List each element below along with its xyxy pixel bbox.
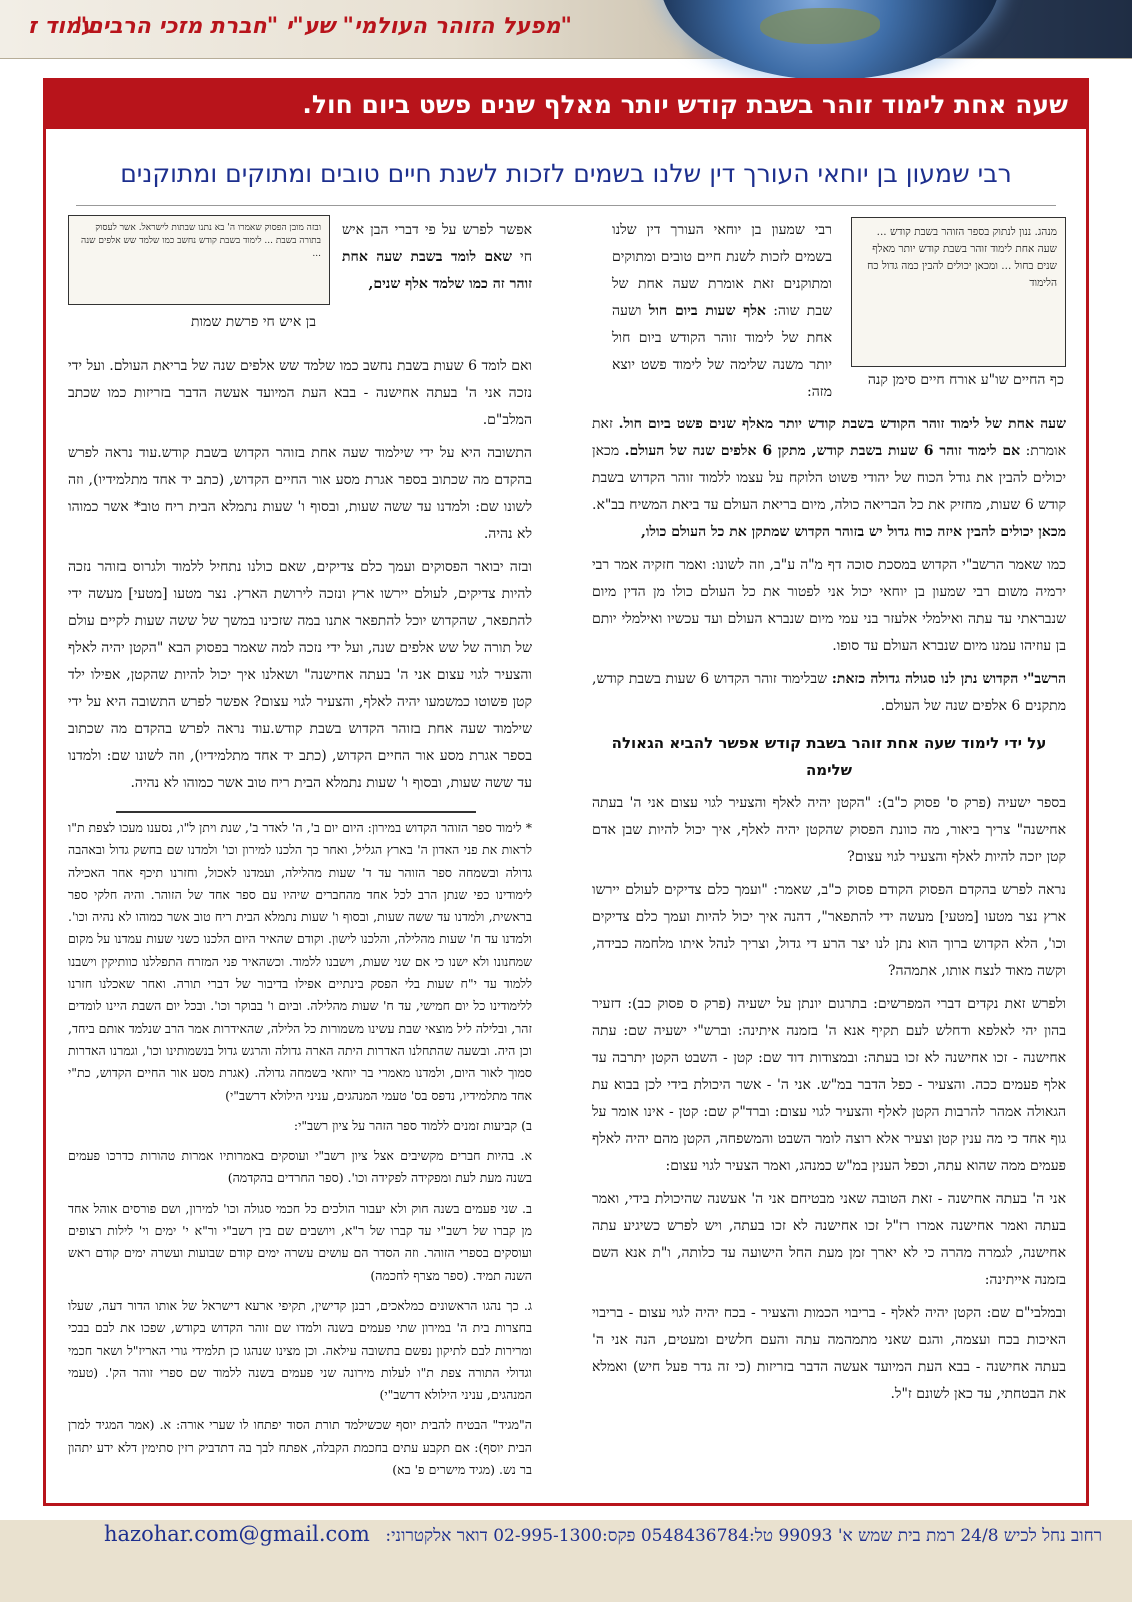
claim-six-hours: אם לימוד זוהר 6 שעות בשבת קודש, מתקן 6 אלפים שנה של העולם. <box>624 443 1021 459</box>
footer-email-link[interactable]: hazohar.com@gmail.com <box>104 1522 370 1546</box>
footnote-divider <box>116 811 476 813</box>
left-intro-bold: שאם לומד בשבת שעה אחת זוהר זה כמו שלמד אלף שנים, <box>342 249 532 292</box>
footer-contact: רחוב נחל לכיש 24/8 רמת בית שמש א' 99093 טל:0548436784 פקס:02-995-1300 דואר אלקטרוני: <box>385 1526 1102 1546</box>
claim-bold: שעה אחת של לימוד זוהר הקודש בשבת קודש יותר מאלף שנים פשט ביום חול. <box>618 416 1066 432</box>
segula-text: שבלימוד זוהר הקדוש 6 שעות בשבת קודש, מתקנים 6 אלפים שנה של העולם. <box>592 671 1066 714</box>
scan-excerpt-kaf-hachaim <box>851 217 1066 367</box>
claim-conclusion: מכאן יכולים להבין איזה כוח גדול יש בזוהר הקדוש שמתקן את כל העולם כולו, <box>640 524 1066 540</box>
achishena-paragraph: אני ה' בעתה אחישנה - זאת הטובה שאני מבטיחם אני ה' אעשנה שהיכולת בידי, ואמר בעתה ואמר אחישנה אמרו רז"ל זכו אחישנה לא זכו בעתה, ויש לפרש כשיגיע עתה אחישנה, לגמרה מהרה כי לא יארך זמן מעת החל הישועה עד כלותה, ו"ת אנא השם בזמנה אייתינה: <box>592 1191 1066 1288</box>
footnote-item-c: ג. כך נהגו הראשונים כמלאכים, רבנן קדישין, תקיפי ארעא דישראל של אותו הדור דעה, שעלו בחצרות בית ה' במירון שתי פעמים בשנה ולמדו שם זוהר הקדוש בקודש, שפכו את לבם בבכי ומרירות לבם לתיקון נפשם בתשובה עילאה. וכן מצינו שנהגו כן תלמידי גורי האריז"ל ושאר חכמי וגדולי התורה צפת ת"ו לעלות מירונה שני פעמים בשנה ללמוד שם ספרי זוהר הק'. (טעמי המנהגים, עניני הילולא דרשב"י) <box>68 1297 532 1403</box>
claim-text: זאת אומרת: <box>592 416 1066 459</box>
footnotes <box>68 817 532 1489</box>
scan-text: מנהג. ננון לנתוק בספר הזוהר בשבת קודש ... שעה אחת לימוד זוהר בשבת קודש יותר מאלף שנים בחול ... ומכאן יכולים להבין כמה גדול כח הלימוד <box>867 226 1057 289</box>
subtitle-divider <box>76 205 1056 206</box>
footnote-item-b: ב. שני פעמים בשנה חוק ולא יעבור הולכים כל חכמי סגולה וכו' למירון, ושם פורסים אוהל אחד מן קברו של רשב"י עד קברו של ר"א, ויושבים שם בין רשב"י ור"א י' ימים וי' לילות רצופים ועוסקים בספרי הזוהר. וזה הסדר הם עושים עשרה ימים קודם שבועות ועשרה ימים קודם ראש השנה תמיד. (ספר מצרף לחכמה) <box>68 1200 532 1283</box>
globe-land-decoration <box>760 8 880 44</box>
article-subtitle: רבי שמעון בן יוחאי העורך דין שלנו בשמים לזכות לשנת חיים טובים ומתוקים ומתוקנים <box>120 159 1012 188</box>
commentators-paragraph: ולפרש זאת נקדים דברי המפרשים: בתרגום יונתן על ישעיה (פרק ס פסוק כב): דזעיר בהון יהי לאלפא ודחלש לעם תקיף אנא ה' בזמנה איתינה: וברש"י ישעיה שם: עתה אחישנה - זכו אחישנה לא זכו בעתה: ובמצודות דוד שם: קטן - השבט הקטן יתרבה עד אלף פעמים ככה. והצעיר - כפל הדבר במ"ש. אני ה' - אשר היכולת בידי לכן בבוא עת הגאולה אמהר להרבות הקטן לאלף והצעיר לגוי עצום: וברד"ק שם: קטן - אינו אומר על גוף אחד כי מה ענין קטן וצעיר אלא רוצה לומר השבט והמשפחה, הקטן מהם יהיה לאלף פעמים ממה שהוא עתה, וכפל הענין במ"ש כמנהג, ואמר הצעיר לגוי עצום: <box>592 996 1066 1174</box>
footnote-item-a: א. בהיות חברים מקשיבים אצל ציון רשב"י ועוסקים באמרותיו אמרות טהורות כדרכו פעמים בשנה מעת לעת ומפקידה לפקידה וכו'. (ספר החרדים בהקדמה) <box>68 1148 532 1186</box>
scan-text: ובזה מובן הפסוק שאמרו ה' בא נתנו שבתות לישראל. אשר לעסוק בתורה בשבת ... לימוד בשבת קודש נחשב כמו שלמד שש אלפים שנה ... <box>81 223 321 259</box>
header-title: "מפעל הזוהר העולמי" שע"י "חברת מזכי הרבים" <box>75 14 572 39</box>
malbim-paragraph: ובמלבי"ם שם: הקטן יהיה לאלף - בריבוי הכמות והצעיר - בכח יהיה לגוי עצום - בריבוי האיכות בכח ועצמה, והגם שאני מתמהמה עתה והעם חלשים ומעטים, הנה אני ה' בעתה אחישנה - בבא העת המיועד אעשה הדבר בזריזות (כי זה גדר פעל חיש) ואמלא את הבטחתי, עד כאן לשונם ז"ל. <box>592 1305 1066 1402</box>
isaiah-paragraph: בספר ישעיה (פרק ס' פסוק כ"ב): "הקטן יהיה לאלף והצעיר לגוי עצום אני ה' בעתה אחישנה" צריך ביאור, מה כוונת הפסוק שהקטן יהיה לאלף, איך יכול להיות שבן אדם קטן יזכה להיות לאלף והצעיר לגוי עצום? <box>592 795 1066 865</box>
intro-text-c: ושעה אחת של לימוד זוהר הקודש ביום חול יותר משנה שלימה של לימוד פשט יוצא מזה: <box>612 303 832 400</box>
scan-excerpt-ben-ish-chai <box>68 215 330 305</box>
page-number: עמוד ז <box>28 14 96 39</box>
left-p1: ואם לומד 6 שעות בשבת נחשב כמו שלמד שש אלפים שנה של בריאת העולם. ועל ידי נזכה אני ה' בעתה אחישנה - בבא העת המיועד אעשה הדבר בזריזות כמו שכתב המלב"ם. <box>68 358 532 428</box>
footnote-maggid: ה"מגיד" הבטיח להבית יוסף שכשילמד תורת הסוד יפתחו לו שערי אורה: א. (אמר המגיד למרן הבית יוסף): אם תקבע עתים בחכמת הקבלה, אפתח לבך בה דתדביק רזין סתימין דלא ידע יתהון בר נש. (מגיד מישרים פ' בא) <box>68 1417 532 1478</box>
rashbi-quote: כמו שאמר הרשב"י הקדוש במסכת סוכה דף מ"ה ע"ב, וזה לשונו: ואמר חזקיה אמר רבי ירמיה משום רבי שמעון בן יוחאי יכול אני לפטור את כל העולם כולו מן הדין מיום שנבראתי עד עתה ואילמלי אלעזר בני עמי מיום שנברא העולם ועד עכשיו ואילמלי יותם בן עוזיהו עמנו מיום שנברא העולם עד סופו. <box>592 557 1066 654</box>
article-frame <box>43 78 1089 1506</box>
right-col-intro <box>612 217 832 412</box>
scan-caption-right: כף החיים שו"ע אורח חיים סימן קנה <box>867 372 1064 388</box>
left-column <box>68 353 532 803</box>
footnote-kviut-head: ב) קביעות זמנים ללמוד ספר הזהר על ציון רשב"י: <box>293 1117 532 1133</box>
right-column <box>592 411 1066 1414</box>
section-heading-geula: על ידי לימוד שעה אחת זוהר בשבת קודש אפשר להביא הגאולה שלימה <box>611 734 1047 779</box>
page-title: שעה אחת לימוד זוהר בשבת קודש יותר מאלף שנים פשט ביום חול. <box>46 81 1086 129</box>
claim-explain: מכאן יכולים להבין את גודל הכוח של יהודי פשוט הלוקח על עצמו ללמוד זוהר הקדוש בשבת קודש 6 שעות, מחזיק את כל הבריאה כולה, מיום בריאת העולם עד ביאת המשיח בב"א. <box>592 443 1067 513</box>
left-p2: התשובה היא על ידי שילמוד שעה אחת בזוהר הקדוש בשבת קודש.עוד נראה לפרש בהקדם מה שכתוב בספר אגרת מסע אור החיים הקדוש, (כתב יד אחד מתלמידיו), וזה לשונו שם: ולמדנו עד ששה שעות, ובסוף ו' שעות נתמלא הבית ריח טוב* אשר כמוהו לא נהיה. <box>68 445 532 542</box>
footnote-mirron: * לימוד ספר הזוהר הקדוש במירון: היום יום ב', ה' לאדר ב', שנת ויתן ל"ו, נסענו מעכו לצפת ת"ו לראות את פני האדון ה' בארץ הגליל, ואחר כך הלכנו למירון וכו' ולמדנו שם בחשק גדול ובאהבה גדולה ובשמחה ספר הזוהר עד ד' שעות מהלילה, ועמדנו לאכול, וחזרנו תיכף אחר האכילה לימודינו כפי שנתן הרב לכל אחד מהחברים שיהיו עם ספר אחד של הזוהר. והיה חלקי ספר בראשית, ולמדנו עד ששה שעות, ובסוף ו' שעות נתמלא הבית ריח טוב אשר כמוהו לא נהיה וכו'. ולמדנו עד ח' שעות מהלילה, והלכנו לישון. וקודם שהאיר היום הלכנו כשני שעות עמדנו על מקום שמחנונו ולא ישנו כי אם שני שעות, וישבנו ללמוד. וכשהאיר פני המזרח התפללנו כוותיקין וישבנו ללמוד עד י"ח שעות בלי הפסק בינתיים אפילו בדיבור של דברי תורה. ואחר שאכלנו חזרנו ללימודינו כל יום חמישי, עד ח' שעות מהלילה. וביום ו' בבוקר וכו'. ובכל יום השבת היינו לומדים זהר, ובלילה ליל מוצאי שבת עשינו משמורות כל הלילה, שהאידרות אמר הרב שנלמד אותם ביחד, וכן היה. ובשעה שהתחלנו האדרות היתה הארה גדולה והרגש גדול בנשמותינו וכו', וגמרנו האדרות סמוך לאור היום, ולמדנו מאמרי בר יוחאי בשמחה גדולה. (אגרת מסע אור החיים הקדוש, כת"י אחד מתלמידיו, נדפס בס' טעמי המנהגים, עניני הילולא דרשב"י) <box>68 820 532 1103</box>
tzaddikim-paragraph: נראה לפרש בהקדם הפסוק הקודם פסוק כ"ב, שאמר: "ועמך כלם צדיקים לעולם יירשו ארץ נצר מטעו [מטעי] מעשה ידי להתפאר", דהנה איך יכול להיות ועמך כלם צדיקים וכו', הלא הקדוש ברוך הוא נתן לנו יצר הרע די גדול, וצריך לנהל איתו מלחמה כבידה, וקשה מאוד לנצח אותו, אתמהה? <box>592 882 1066 979</box>
intro-bold-b: אלף שעות ביום חול <box>648 303 766 319</box>
left-intro-a: אפשר לפרש על פי דברי הבן איש חי <box>342 222 532 265</box>
intro-text-a: רבי שמעון בן יוחאי העורך דין שלנו בשמים לזכות לשנת חיים טובים ומתוקים ומתוקנים זאת אומרת שעה אחת של שבת שוה: <box>612 222 832 319</box>
segula-bold: הרשב"י הקדוש נתן לנו סגולה גדולה כזאת: <box>831 671 1067 687</box>
left-p3: ובזה יבואר הפסוקים ועמך כלם צדיקים, שאם כולנו נתחיל ללמוד ולגרוס בזוהר נזכה להיות צדיקים, לעולם יירשו ארץ ונזכה לירושת הארץ. נצר מטעו [מטעי] מעשה ידי להתפאר, שהקדוש יוכל להתפאר אתנו במה שזכינו במשך של ששה שעות לקיים עולם של תורה של שש אלפים שנה, ועל ידי נזכה למה שאמר בפסוק הבא "הקטן יהיה לאלף והצעיר לגוי עצום אני ה' בעתה אחישנה" ושאלנו איך יכול להיות שהקטן, אפילו ילד קטן פשוטו כמשמעו יהיה לאלף, והצעיר לגוי עצום? אפשר לפרש התשובה היא על ידי שילמוד שעה אחת בזוהר הקדוש בשבת קודש.עוד נראה לפרש בהקדם מה שכתוב בספר אגרת מסע אור החיים הקדוש, (כתב יד אחד מתלמידיו), וזה לשונו שם: ולמדנו עד ששה שעות, ובסוף ו' שעות נתמלא הבית ריח טוב אשר כמוהו לא נהיה. <box>68 559 532 791</box>
left-col-intro <box>342 217 532 304</box>
scan-caption-left: בן איש חי פרשת שמות <box>190 314 316 330</box>
